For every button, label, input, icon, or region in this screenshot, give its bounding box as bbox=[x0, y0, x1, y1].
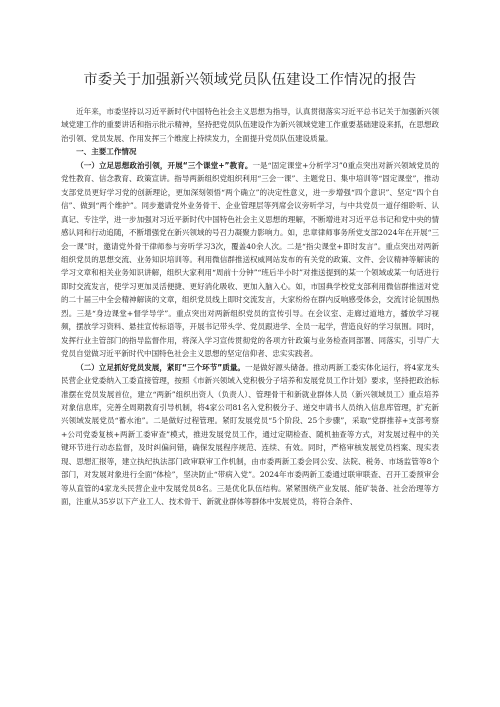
item-two-lead: （二）立足抓好党员发展，紧盯“三个环节”质量。 bbox=[76, 362, 245, 372]
section-heading: 一、主要工作情况 bbox=[76, 147, 137, 157]
item-two-text: 一是做好源头储备。推动两新工委实体化运行，将4家龙头民营企业党委纳入工委直接管理，按照《市新兴领域入党积极分子培养和发展党员工作计划》要求，坚持把政治标准摆在党员发展首位，建立“两新”组织出资人（负责人）、管理骨干和新就业群体人员（新兴领域员工）重点培养对象信息库，完善全周期教育引导机制，将4家公司81名入党积极分子、递交申请书人员纳入信息库管理，扩充新兴领域发展党员“蓄水池”。二是做好过程管理。紧盯发展党员“5个阶段、25个步骤”，采取“党群推荐+支部考察+公司党委复核+两新工委审查”模式，推进发展党员工作，通过定期检查、随机抽查等方式，对发展过程中的关键环节进行动态监督，及时纠偏问错，确保发展程序规范、连续、有效。同时，严格审核发展党员档案、现实表现、思想汇报等，建立执纪执法部门政审联审工作机制，由市委两新工委会同公安、法院、税务、市场监管等8个部门，对发展对象进行全面“体检”，坚决防止“带病入党”。2024年市委两新工委通过联审联查、召开工委预审会等从直管的4家龙头民营企业中发展党员8名。三是优化队伍结构。紧紧围绕产业发展、能矿装备、社会治理等方面，注重从35岁以下产业工人、技术骨干、新就业群体等群体中发展党员，将符合条件、 bbox=[61, 362, 440, 507]
item-one-paragraph bbox=[61, 159, 439, 361]
intro-paragraph: 近年来，市委坚持以习近平新时代中国特色社会主义思想为指导，认真贯彻落实习近平总书记关于加强新兴领域党建工作的重要讲话和指示批示精神，坚持把党员队伍建设作为新兴领域党建工作重要基础建设来抓，在思想政治引领、党员发展、作用发挥三个维度上持续发力，全面提升党员队伍建设质量。 bbox=[61, 107, 439, 143]
document-title: 市委关于加强新兴领域党员队伍建设工作情况的报告 bbox=[83, 72, 417, 88]
item-one-lead: （一）立足思想政治引领，开展“三个课堂+”教育。 bbox=[76, 160, 253, 170]
item-two-paragraph bbox=[61, 361, 439, 509]
item-one-text: 一是“固定课堂+分析学习”0重点突出对新兴领域党员的党性教育、信念教育、政策宣讲。指导两新组织党组织利用“三会一课”、主题党日、集中培训等“固定课堂”，推动支部党员更好学习党的创新理论，更加深刻领悟“两个确立”的决定性意义，进一步增强“四个意识”、坚定“四个自信”、做到“两个维护”。同步邀请党外业务骨干、企业管理层等列席会议旁听学习，与中共党员一道仔细聆听、认真记、专注学，进一步加强对习近平新时代中国特色社会主义思想的理解，不断增进对习近平总书记和党中央的情感认同和行动追随，不断增强党在新兴领域的号召力凝聚力影响力。如，忠章律师事务所党支部2024年在开展“三会一课”时，邀请党外骨干律师参与旁听学习3次，覆盖40余人次。二是“指尖课堂+即时发言”。重点突出对两新组织党员的思想交流、业务知识培训等。利用微信群推送权威网站发布的有关党的政策、文件、会议精神等解读的学习文章和相关业务知识讲解，组织大家利用“周前十分钟”“班后半小时”对推送提到的某一个领域或某一句话进行即时交流发言，使学习更加灵活便捷、更好消化吸收、更加入脑入心。如，市国典学校党支部利用微信群推送对党的二十届三中全会精神解读的文章，组织党员线上即时交流发言，大家纷纷在群内反响感受体会，交流讨论氛围热烈。三是“身边课堂+督学导学”。重点突出对两新组织党员的宣传引导。在会议室、走廊过道地方，播放学习视频，摆放学习资料、悬挂宣传标语等，开展书记带头学、党员跟进学、全员一起学，营造良好的学习氛围。同时，发挥行业主管部门的指导监督作用，将深入学习宣传贯彻党的各项方针政策与业务检查同部署、同落实，引导广大党员自觉做习近平新时代中国特色社会主义思想的坚定信仰者、忠实实践者。 bbox=[61, 160, 439, 359]
